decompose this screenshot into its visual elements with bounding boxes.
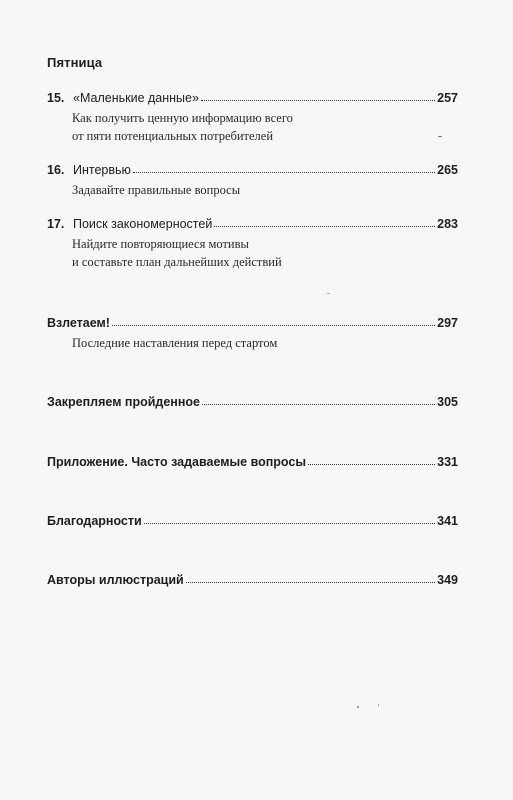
entry-number: 16. bbox=[47, 163, 65, 177]
dot-leader bbox=[112, 316, 435, 326]
dot-leader bbox=[214, 217, 435, 227]
dot-leader bbox=[308, 455, 435, 465]
entry-page-number: 265 bbox=[437, 163, 458, 177]
toc-entry-15[interactable] bbox=[47, 91, 458, 105]
dot-leader bbox=[133, 163, 435, 173]
toc-chapter-takeoff[interactable] bbox=[47, 316, 458, 330]
chapter-page-number: 331 bbox=[437, 455, 458, 469]
toc-chapter-appendix[interactable] bbox=[47, 455, 458, 469]
scan-speck bbox=[438, 136, 442, 137]
chapter-page-number: 349 bbox=[437, 573, 458, 587]
chapter-page-number: 297 bbox=[437, 316, 458, 330]
chapter-subtitle: Последние наставления перед стартом bbox=[72, 336, 278, 350]
chapter-title: Закрепляем пройденное bbox=[47, 395, 200, 409]
entry-subtitle-line: Задавайте правильные вопросы bbox=[72, 183, 241, 197]
scan-speck bbox=[357, 706, 359, 708]
chapter-title: Авторы иллюстраций bbox=[47, 573, 184, 587]
dot-leader bbox=[144, 514, 435, 524]
entry-subtitle-line: Как получить ценную информацию всего bbox=[72, 111, 293, 125]
scan-speck bbox=[378, 704, 379, 706]
entry-subtitle-line: Найдите повторяющиеся мотивы bbox=[72, 237, 249, 251]
dot-leader bbox=[202, 395, 435, 405]
entry-number: 17. bbox=[47, 217, 65, 231]
entry-page-number: 283 bbox=[437, 217, 458, 231]
entry-subtitle bbox=[72, 181, 240, 199]
entry-number: 15. bbox=[47, 91, 65, 105]
entry-subtitle-line: от пяти потенциальных потребителей bbox=[72, 129, 274, 143]
entry-title: «Маленькие данные» bbox=[73, 91, 199, 105]
chapter-page-number: 305 bbox=[437, 395, 458, 409]
dot-leader bbox=[201, 91, 435, 101]
entry-subtitle bbox=[72, 235, 282, 271]
chapter-title: Взлетаем! bbox=[47, 316, 110, 330]
entry-title: Поиск закономерностей bbox=[73, 217, 213, 231]
dot-leader bbox=[186, 573, 435, 583]
entry-page-number: 257 bbox=[437, 91, 458, 105]
entry-title: Интервью bbox=[73, 163, 131, 177]
toc-chapter-acknowledgments[interactable] bbox=[47, 514, 458, 528]
toc-entry-16[interactable] bbox=[47, 163, 458, 177]
chapter-title: Благодарности bbox=[47, 514, 142, 528]
scan-speck bbox=[327, 293, 330, 294]
chapter-page-number: 341 bbox=[437, 514, 458, 528]
chapter-title: Приложение. Часто задаваемые вопросы bbox=[47, 455, 307, 469]
toc-entry-17[interactable] bbox=[47, 217, 458, 231]
toc-chapter-illustrators[interactable] bbox=[47, 573, 458, 587]
entry-subtitle bbox=[72, 109, 293, 145]
section-title: Пятница bbox=[47, 55, 103, 70]
entry-subtitle-line: и составьте план дальнейших действий bbox=[72, 255, 282, 269]
toc-chapter-review[interactable] bbox=[47, 395, 458, 409]
